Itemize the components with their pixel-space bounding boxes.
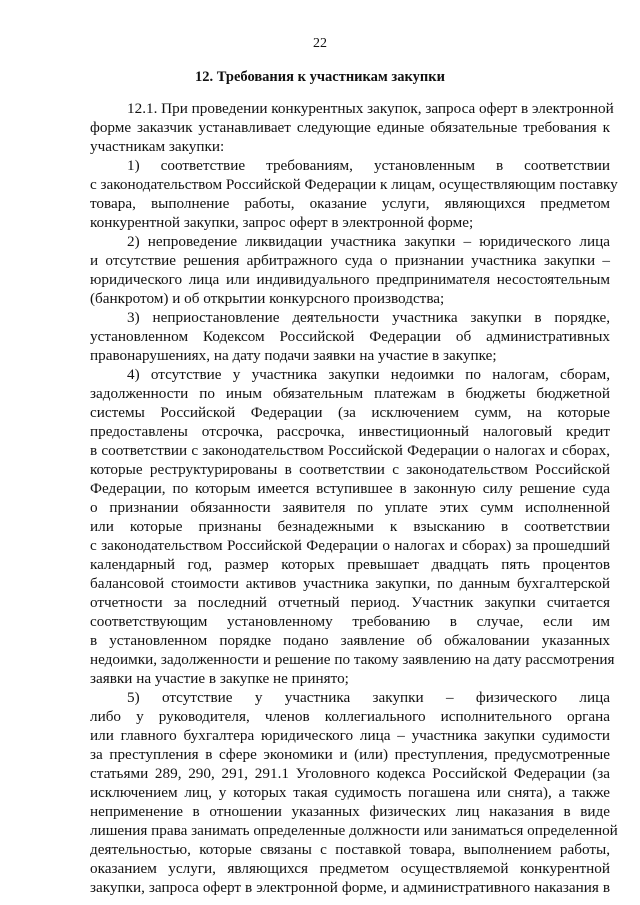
section-title: 12. Требования к участникам закупки — [195, 69, 445, 85]
text-line: балансовой стоимости активов участника закупки, по данным бухгалтерской — [90, 575, 610, 592]
text-line: юридического лица или индивидуального предпринимателя несостоятельным — [90, 271, 610, 288]
text-line: за преступления в сфере экономики и (или) преступления, предусмотренные — [90, 746, 610, 763]
text-line: 4) отсутствие у участника закупки недоимки по налогам, сборам, — [127, 366, 610, 383]
text-line: в установленном порядке подано заявление об обжаловании указанных — [90, 632, 610, 649]
text-line: правонарушениях, на дату подачи заявки на участие в закупке; — [90, 347, 497, 364]
text-line: заявки на участие в закупке не принято; — [90, 670, 349, 687]
text-line: (банкротом) и об открытии конкурсного производства; — [90, 290, 445, 307]
text-line: или главного бухгалтера юридического лица – участника закупки судимости — [90, 727, 610, 744]
text-line: 12.1. При проведении конкурентных закупок, запроса оферт в электронной — [127, 100, 614, 117]
text-line: задолженности по иным обязательным платежам в бюджеты бюджетной — [90, 385, 610, 402]
text-line: участникам закупки: — [90, 138, 225, 155]
text-line: предоставлены отсрочка, рассрочка, инвестиционный налоговый кредит — [90, 423, 610, 440]
text-line: с законодательством Российской Федерации к лицам, осуществляющим поставку — [90, 176, 618, 193]
text-line: и отсутствие решения арбитражного суда о признании участника закупки – — [90, 252, 610, 269]
text-line: деятельностью, которые связаны с поставкой товара, выполнением работы, — [90, 841, 610, 858]
text-line: лишения права занимать определенные должности или заниматься определенной — [90, 822, 618, 839]
text-line: 2) непроведение ликвидации участника закупки – юридического лица — [127, 233, 610, 250]
text-line: календарный год, размер которых превышает двадцать пять процентов — [90, 556, 610, 573]
text-line: с законодательством Российской Федерации о налогах и сборах) за прошедший — [90, 537, 610, 554]
text-line: 5) отсутствие у участника закупки – физического лица — [127, 689, 610, 706]
text-line: оказанием услуги, являющихся предметом осуществляемой конкурентной — [90, 860, 610, 877]
text-line: или которые признаны безнадежными к взысканию в соответствии — [90, 518, 610, 535]
text-line: товара, выполнение работы, оказание услуги, являющихся предметом — [90, 195, 610, 212]
text-line: отчетности за последний отчетный период. Участник закупки считается — [90, 594, 610, 611]
text-line: статьями 289, 290, 291, 291.1 Уголовного кодекса Российской Федерации (за — [90, 765, 610, 782]
text-line: конкурентной закупки, запрос оферт в электронной форме; — [90, 214, 474, 231]
text-line: 1) соответствие требованиям, установленным в соответствии — [127, 157, 610, 174]
text-line: недоимки, задолженности и решение по такому заявлению на дату рассмотрения — [90, 651, 615, 668]
text-line: неприменение в отношении указанных физических лиц наказания в виде — [90, 803, 610, 820]
text-line: Федерации, по которым имеется вступившее в законную силу решение суда — [90, 480, 610, 497]
text-line: 3) неприостановление деятельности участника закупки в порядке, — [127, 309, 610, 326]
text-line: либо у руководителя, членов коллегиального исполнительного органа — [90, 708, 610, 725]
text-line: в соответствии с законодательством Российской Федерации о налогах и сборах, — [90, 442, 610, 459]
text-line: системы Российской Федерации (за исключением сумм, на которые — [90, 404, 610, 421]
text-line: установленном Кодексом Российской Федерации об административных — [90, 328, 610, 345]
text-line: которые реструктурированы в соответствии с законодательством Российской — [90, 461, 610, 478]
text-line: форме заказчик устанавливает следующие единые обязательные требования к — [90, 119, 610, 136]
text-line: о признании обязанности заявителя по уплате этих сумм исполненной — [90, 499, 610, 516]
text-line: соответствующим установленному требованию в случае, если им — [90, 613, 610, 630]
text-line: закупки, запроса оферт в электронной форме, и административного наказания в — [90, 879, 610, 896]
text-line: исключением лиц, у которых такая судимость погашена или снята), а также — [90, 784, 610, 801]
page-number: 22 — [313, 36, 327, 51]
